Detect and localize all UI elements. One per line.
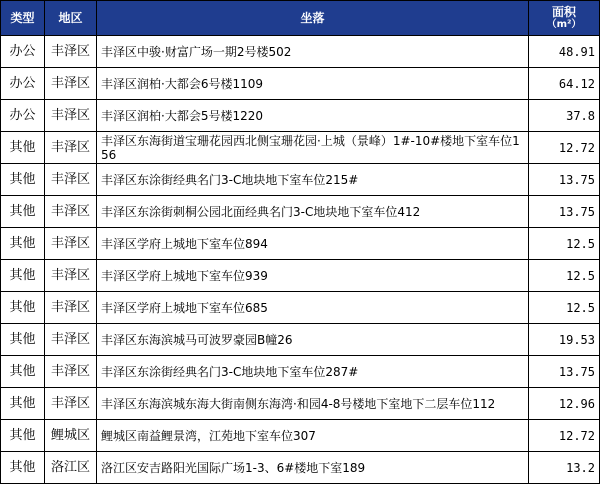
header-area: [529, 1, 600, 36]
cell-location: 丰泽区东海街道宝珊花园西北侧宝珊花园·上城（景峰）1#-10#楼地下室车位156: [97, 132, 529, 164]
cell-district: 丰泽区: [45, 292, 97, 324]
cell-area: 37.8: [529, 100, 600, 132]
cell-type: 其他: [1, 292, 45, 324]
table-row: [1, 292, 600, 324]
cell-area: 12.5: [529, 228, 600, 260]
cell-district: 丰泽区: [45, 164, 97, 196]
cell-location: 丰泽区学府上城地下室车位939: [97, 260, 529, 292]
cell-type: 办公: [1, 68, 45, 100]
cell-area: 12.72: [529, 420, 600, 452]
table-row: [1, 452, 600, 484]
cell-area: 64.12: [529, 68, 600, 100]
cell-district: 丰泽区: [45, 36, 97, 68]
cell-location: 丰泽区润柏·大都会6号楼1109: [97, 68, 529, 100]
table-row: [1, 420, 600, 452]
cell-location: 鲤城区南益鲤景湾，江苑地下室车位307: [97, 420, 529, 452]
table-row: [1, 260, 600, 292]
cell-area: 12.5: [529, 292, 600, 324]
cell-type: 其他: [1, 324, 45, 356]
cell-type: 其他: [1, 420, 45, 452]
cell-location: 丰泽区润柏·大都会5号楼1220: [97, 100, 529, 132]
cell-district: 丰泽区: [45, 132, 97, 164]
cell-type: 其他: [1, 228, 45, 260]
cell-location: 丰泽区东涂街刺桐公园北面经典名门3-C地块地下室车位412: [97, 196, 529, 228]
table-row: [1, 100, 600, 132]
cell-location: 丰泽区东海滨城马可波罗豪园B幢26: [97, 324, 529, 356]
cell-type: 其他: [1, 164, 45, 196]
cell-type: 其他: [1, 196, 45, 228]
cell-district: 丰泽区: [45, 196, 97, 228]
header-area-unit: （m²）: [546, 19, 582, 30]
table-row: [1, 196, 600, 228]
header-location: 坐落: [97, 1, 529, 36]
header-type: 类型: [1, 1, 45, 36]
cell-area: 19.53: [529, 324, 600, 356]
header-area-label: 面积: [551, 5, 576, 19]
cell-location: 丰泽区学府上城地下室车位685: [97, 292, 529, 324]
table-row: [1, 36, 600, 68]
cell-area: 12.72: [529, 132, 600, 164]
cell-location: 丰泽区中骏·财富广场一期2号楼502: [97, 36, 529, 68]
cell-district: 丰泽区: [45, 100, 97, 132]
table-row: [1, 132, 600, 164]
table-row: [1, 324, 600, 356]
cell-type: 办公: [1, 36, 45, 68]
cell-type: 其他: [1, 132, 45, 164]
cell-location: 丰泽区学府上城地下室车位894: [97, 228, 529, 260]
cell-district: 丰泽区: [45, 388, 97, 420]
cell-district: 丰泽区: [45, 260, 97, 292]
cell-district: 丰泽区: [45, 228, 97, 260]
cell-location: 丰泽区东海滨城东海大街南侧东海湾·和园4-8号楼地下室地下二层车位112: [97, 388, 529, 420]
cell-area: 13.75: [529, 196, 600, 228]
header-row: [1, 1, 600, 36]
table-row: [1, 356, 600, 388]
cell-area: 48.91: [529, 36, 600, 68]
header-district: 地区: [45, 1, 97, 36]
table-row: [1, 228, 600, 260]
cell-location: 丰泽区东涂街经典名门3-C地块地下室车位215#: [97, 164, 529, 196]
table-row: [1, 164, 600, 196]
cell-type: 其他: [1, 260, 45, 292]
cell-area: 12.5: [529, 260, 600, 292]
cell-district: 丰泽区: [45, 324, 97, 356]
table-row: [1, 68, 600, 100]
cell-district: 丰泽区: [45, 356, 97, 388]
table-row: [1, 388, 600, 420]
cell-area: 13.75: [529, 164, 600, 196]
cell-location: 洛江区安吉路阳光国际广场1-3、6#楼地下室189: [97, 452, 529, 484]
cell-type: 办公: [1, 100, 45, 132]
cell-type: 其他: [1, 452, 45, 484]
cell-location: 丰泽区东涂街经典名门3-C地块地下室车位287#: [97, 356, 529, 388]
cell-area: 13.2: [529, 452, 600, 484]
cell-district: 洛江区: [45, 452, 97, 484]
cell-type: 其他: [1, 388, 45, 420]
cell-area: 13.75: [529, 356, 600, 388]
cell-type: 其他: [1, 356, 45, 388]
cell-area: 12.96: [529, 388, 600, 420]
cell-district: 丰泽区: [45, 68, 97, 100]
cell-district: 鲤城区: [45, 420, 97, 452]
